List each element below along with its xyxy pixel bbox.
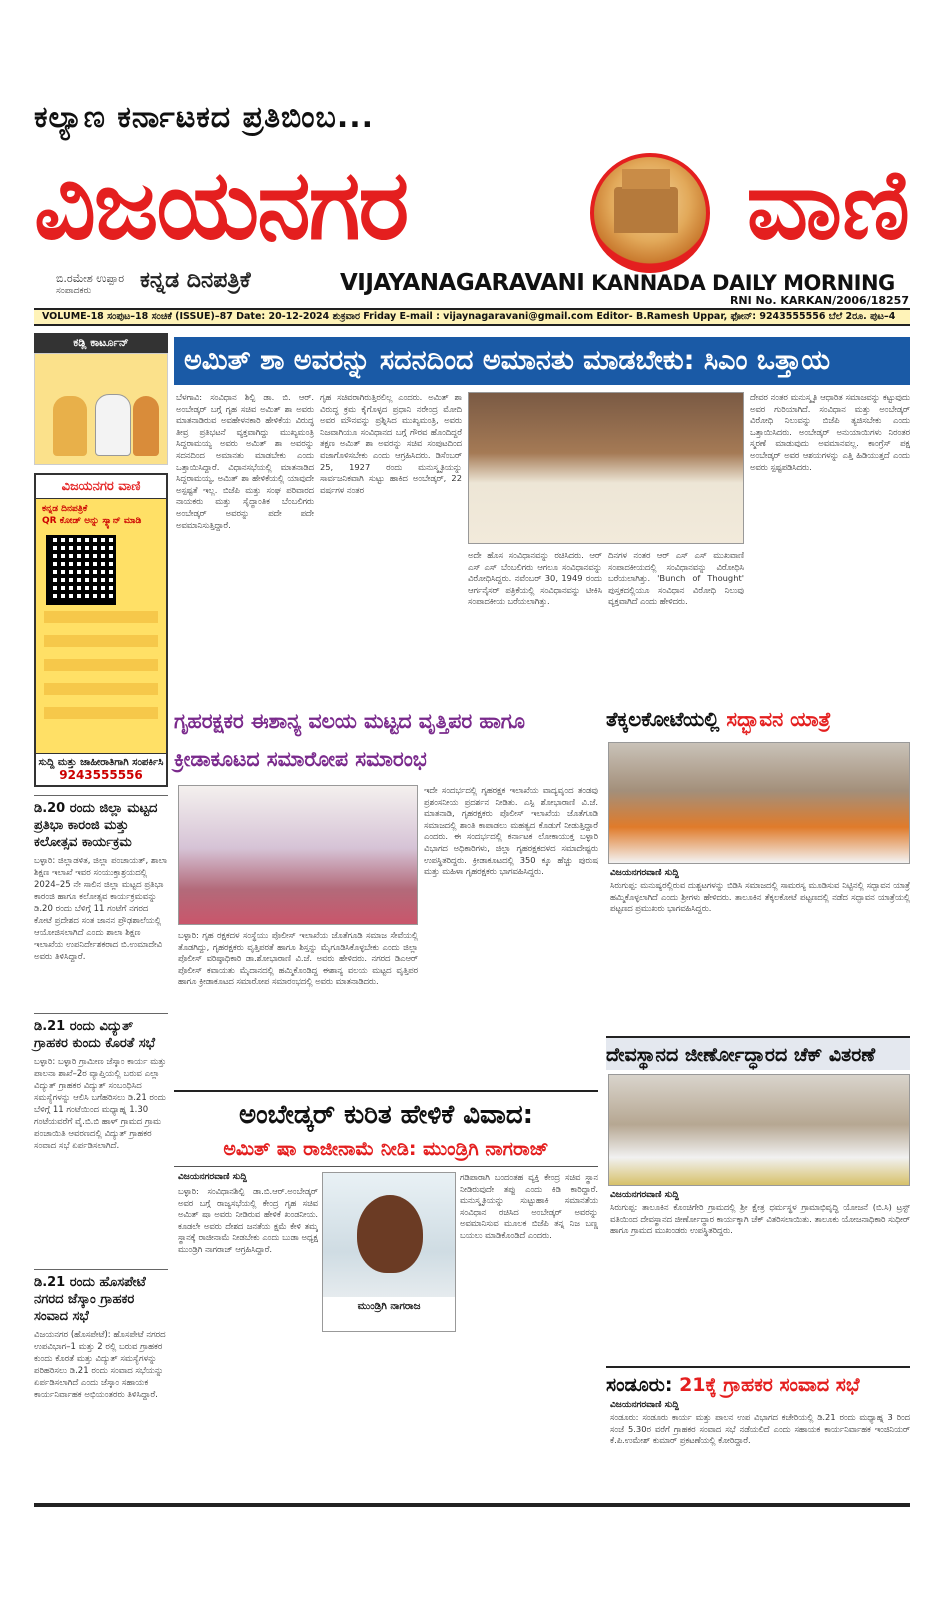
- daily-english-brand: VIJAYANAGARAVANI: [340, 270, 585, 296]
- stone-chariot-emblem-icon: [590, 153, 710, 273]
- story5-byline: ವಿಜಯನಗರವಾಣಿ ಸುದ್ದಿ: [610, 1190, 679, 1200]
- qr-promo: [34, 473, 168, 787]
- masthead-tagline: ಕಲ್ಯಾಣ ಕರ್ನಾಟಕದ ಪ್ರತಿಬಿಂಬ...: [34, 100, 375, 135]
- story2-column-right: ಇದೇ ಸಂದರ್ಭದಲ್ಲಿ ಗೃಹರಕ್ಷಕ ಇಲಾಖೆಯ ವಾದ್ಯವೃಂದ ತಂಡವು ಪ್ರಶಂಸನೀಯ ಪ್ರದರ್ಶನ ನೀಡಿತು. ಎಸ್ಪಿ ಶೋಭಾರಾಣಿ ವಿ.ಜೆ. ಮಾತನಾಡಿ, ಗೃಹರಕ್ಷಕರು ಪೊಲೀಸ್ ಇಲಾಖೆಯ ಜೊತೆಗೂಡಿ ಸಮಾಜದಲ್ಲಿ ಶಾಂತಿ ಕಾಪಾಡಲು ಮಹತ್ವದ ಕೊಡುಗೆ ನೀಡುತ್ತಿದ್ದಾರೆ ಎಂದರು. ಈ ಸಂದರ್ಭದಲ್ಲಿ ಕರ್ನಾಟಕ ಲೋಕಾಯುಕ್ತ ಬಳ್ಳಾರಿ ವಿಭಾಗದ ಅಧಿಕಾರಿಗಳು, ಜಿಲ್ಲಾ ಗೃಹರಕ್ಷಕದಳದ ಸಮಾದೇಷ್ಟರು ಉಪಸ್ಥಿತರಿದ್ದರು. ಕ್ರೀಡಾಕೂಟದಲ್ಲಿ 350 ಕ್ಕೂ ಹೆಚ್ಚು ಪುರುಷ ಮತ್ತು ಮಹಿಳಾ ಗೃಹರಕ್ಷಕರು ಭಾಗವಹಿಸಿದ್ದರು.: [424, 785, 598, 877]
- story6-byline: ವಿಜಯನಗರವಾಣಿ ಸುದ್ದಿ: [610, 1400, 679, 1410]
- story6-headline: [606, 1366, 910, 1398]
- brief-1-text: ಬಳ್ಳಾರಿ: ಜಿಲ್ಲಾಡಳಿತ, ಜಿಲ್ಲಾ ಪಂಚಾಯತ್, ಶಾಲಾ ಶಿಕ್ಷಣ ಇಲಾಖೆ ಇವರ ಸಂಯುಕ್ತಾಶ್ರಯದಲ್ಲಿ 2024–25 ನೇ ಸಾಲಿನ ಜಿಲ್ಲಾ ಮಟ್ಟದ ಪ್ರತಿಭಾ ಕಾರಂಜಿ ಹಾಗೂ ಕಲೋತ್ಸವ ಕಾರ್ಯಕ್ರಮವನ್ನು ಡಿ.20 ರಂದು ಬೆಳಿಗ್ಗೆ 11 ಗಂಟೆಗೆ ನಗರದ ಕೋಟೆ ಪ್ರದೇಶದ ಸಂತ ಜಾನನ ಪ್ರೌಢಶಾಲೆಯಲ್ಲಿ ಆಯೋಜಿಸಲಾಗಿದೆ ಎಂದು ಶಾಲಾ ಶಿಕ್ಷಣ ಇಲಾಖೆಯ ಉಪನಿರ್ದೇಶಕರಾದ ಬಿ.ಉಮಾದೇವಿ ಅವರು ತಿಳಿಸಿದ್ದಾರೆ.: [34, 856, 168, 962]
- rni-number: RNI No. KARKAN/2006/18257: [729, 294, 909, 307]
- story5-headline: ದೇವಸ್ಥಾನದ ಜೀರ್ಣೋದ್ಧಾರದ ಚೆಕ್ ವಿತರಣೆ: [606, 1036, 910, 1070]
- editor-credit: [56, 272, 124, 296]
- cheque-handover-photo-icon: [608, 1074, 910, 1186]
- daily-kannada: ಕನ್ನಡ ದಿನಪತ್ರಿಕೆ: [140, 268, 251, 293]
- editor-name: ಬಿ.ರಮೇಶ ಉಪ್ಪಾರ: [56, 272, 125, 285]
- cartoon-image: [34, 353, 168, 465]
- lead-column-1: ಬೆಳಗಾವಿ: ಸಂವಿಧಾನ ಶಿಲ್ಪಿ ಡಾ. ಬಿ. ಆರ್. ಅಂಬೇಡ್ಕರ್ ಬಗ್ಗೆ ಗೃಹ ಸಚಿವ ಅಮಿತ್ ಶಾ ಅವರು ಮಾತನಾಡಿರುವ ಅವಹೇಳನಕಾರಿ ಹೇಳಿಕೆಯ ವಿರುದ್ಧ ತೀವ್ರ ಪ್ರತಿಭಟನೆ ವ್ಯಕ್ತವಾಗಿದ್ದು ಮುಖ್ಯಮಂತ್ರಿ ಸಿದ್ದರಾಮಯ್ಯ ಅವರು ಅಮಿತ್ ಶಾ ಅವರನ್ನು ಸದನದಿಂದ ಅಮಾನತು ಮಾಡಬೇಕು ಎಂದು ಒತ್ತಾಯಿಸಿದ್ದಾರೆ. ವಿಧಾನಸಭೆಯಲ್ಲಿ ಮಾತನಾಡಿದ ಸಿದ್ದರಾಮಯ್ಯ, ಅಮಿತ್ ಶಾ ಹೇಳಿಕೆಯಲ್ಲಿ ಯಾವುದೇ ಅಸ್ಪಷ್ಟತೆ ಇಲ್ಲ. ಬಿಜೆಪಿ ಮತ್ತು ಸಂಘ ಪರಿವಾರದ ನಾಯಕರು ಮತ್ತು ಸೈದ್ಧಾಂತಿಕ ಬೆಂಬಲಿಗರು ಅಂಬೇಡ್ಕರ್ ಅವರನ್ನು ಪದೇ ಪದೇ ಅವಮಾನಿಸುತ್ತಿದ್ದಾರೆ.: [176, 392, 314, 530]
- story6-text: ಸಂಡೂರು: ಸಂಡೂರು ಕಾರ್ಯ ಮತ್ತು ಪಾಲನ ಉಪ ವಿಭಾಗದ ಕಚೇರಿಯಲ್ಲಿ ಡಿ.21 ರಂದು ಮಧ್ಯಾಹ್ನ 3 ರಿಂದ ಸಂಜೆ 5.30ರ ವರೆಗೆ ಗ್ರಾಹಕರ ಸಂವಾದ ಸಭೆ ನಡೆಯಲಿದೆ ಎಂದು ಸಹಾಯಕ ಕಾರ್ಯನಿರ್ವಾಹಕ ಇಂಜಿನಿಯರ್ ಕೆ.ಪಿ.ಉಮೇಶ್ ಕುಮಾರ್ ಪ್ರಕಟಣೆಯಲ್ಲಿ ಕೋರಿದ್ದಾರೆ.: [610, 1412, 910, 1446]
- story3-subhead: ಅಮಿತ್ ಷಾ ರಾಜೀನಾಮೆ ನೀಡಿ: ಮುಂಡ್ರಿಗಿ ನಾಗರಾಜ್: [174, 1133, 598, 1167]
- daily-english-rest: KANNADA DAILY MORNING: [591, 271, 895, 295]
- brief-2-text: ಬಳ್ಳಾರಿ: ಬಳ್ಳಾರಿ ಗ್ರಾಮೀಣ ಜೆಸ್ಕಾಂ ಕಾರ್ಯ ಮತ್ತು ಪಾಲನಾ ಶಾಖೆ–2ರ ವ್ಯಾಪ್ತಿಯಲ್ಲಿ ಬರುವ ಎಲ್ಲಾ ವಿದ್ಯುತ್ ಗ್ರಾಹಕರ ವಿದ್ಯುತ್ ಸಂಬಂಧಿಸಿದ ಸಮಸ್ಯೆಗಳನ್ನು ಆಲಿಸಿ ಬಗೆಹರಿಸಲು ಡಿ.21 ರಂದು ಬೆಳಿಗ್ಗೆ 11 ಗಂಟೆಯಿಂದ ಮಧ್ಯಾಹ್ನ 1.30 ಗಂಟೆಯವರೆಗೆ ವೈ.ಬಿ.ಬಿ ಹಾಳ್ ಗ್ರಾಮದ ಗ್ರಾಮ ಪಂಚಾಯಿತಿ ಆವರಣದಲ್ಲಿ ವಿದ್ಯುತ್ ಗ್ರಾಹಕರ ಸಂವಾದ ಸಭೆ ಏರ್ಪಡಿಸಲಾಗಿದೆ.: [34, 1057, 167, 1151]
- lead-headline: ಅಮಿತ್ ಶಾ ಅವರನ್ನು ಸದನದಿಂದ ಅಮಾನತು ಮಾಡಬೇಕು: ಸಿಎಂ ಒತ್ತಾಯ: [174, 337, 910, 385]
- story2-column-bottom: ಬಳ್ಳಾರಿ: ಗೃಹ ರಕ್ಷಕದಳ ಸಂಸ್ಥೆಯು ಪೊಲೀಸ್ ಇಲಾಖೆಯ ಜೊತೆಗೂಡಿ ಸಮಾಜ ಸೇವೆಯಲ್ಲಿ ತೊಡಗಿದ್ದು, ಗೃಹರಕ್ಷಕರು ವೃತ್ತಿಪರತೆ ಹಾಗೂ ಶಿಸ್ತನ್ನು ಮೈಗೂಡಿಸಿಕೊಳ್ಳಬೇಕು ಎಂದು ಜಿಲ್ಲಾ ಪೊಲೀಸ್ ವರಿಷ್ಠಾಧಿಕಾರಿ ಡಾ.ಶೋಭಾರಾಣಿ ವಿ.ಜೆ. ಅವರು ಹೇಳಿದರು. ನಗರದ ಡಿಎಆರ್ ಪೊಲೀಸ್ ಕವಾಯತು ಮೈದಾನದಲ್ಲಿ ಹಮ್ಮಿಕೊಂಡಿದ್ದ ಈಶಾನ್ಯ ವಲಯ ಮಟ್ಟದ ವೃತ್ತಿಪರ ಹಾಗೂ ಕ್ರೀಡಾಕೂಟದ ಸಮಾರೋಪ ಸಮಾರಂಭದಲ್ಲಿ ಅವರು ಮಾತನಾಡಿದರು.: [178, 930, 418, 987]
- award-ceremony-photo-icon: [178, 785, 418, 925]
- brief-2-title: ಡಿ.21 ರಂದು ವಿದ್ಯುತ್ ಗ್ರಾಹಕರ ಕುಂದು ಕೊರತೆ ಸಭೆ: [34, 1019, 156, 1051]
- qr-phone: 9243555556: [59, 768, 143, 782]
- masthead-title-left: ವಿಜಯನಗರ: [34, 148, 408, 261]
- qr-line1: ಕನ್ನಡ ದಿನಪತ್ರಿಕೆ: [42, 504, 88, 514]
- brief-3-text: ವಿಜಯನಗರ (ಹೊಸಪೇಟೆ): ಹೊಸಪೇಟೆ ನಗರದ ಉಪವಿಭಾಗ–1 ಮತ್ತು 2 ರಲ್ಲಿ ಬರುವ ಗ್ರಾಹಕರ ಕುಂದು ಕೊರತೆ ಮತ್ತು ವಿದ್ಯುತ್ ಸಮಸ್ಯೆಗಳನ್ನು ಪರಿಹರಿಸಲು ಡಿ.21 ರಂದು ಸಂವಾದ ಸಭೆಯನ್ನು ಏರ್ಪಡಿಸಲಾಗಿದೆ ಎಂದು ಜೆಸ್ಕಾಂ ಸಹಾಯಕ ಕಾರ್ಯನಿರ್ವಾಹಕ ಅಭಿಯಂತರರು ತಿಳಿಸಿದ್ದಾರೆ.: [34, 1330, 166, 1400]
- qr-line2: QR ಕೋಡ್ ಅನ್ನು ಸ್ಕ್ಯಾನ್ ಮಾಡಿ: [42, 516, 142, 526]
- masthead-title-right: ವಾಣಿ: [746, 148, 910, 261]
- qr-code-icon[interactable]: [46, 535, 116, 605]
- assembly-protest-photo-icon: [468, 392, 744, 544]
- brief-2: [34, 1013, 168, 1261]
- story6-headline-black: ಸಂಡೂರು:: [606, 1374, 673, 1396]
- page-bottom-rule: [34, 1503, 910, 1507]
- lead-column-3: ಅದೇ ಹೊಸ ಸಂವಿಧಾನವನ್ನು ರಚಿಸಿದರು. ಆರ್ ಎಸ್ ಎಸ್ ಬೆಂಬಲಿಗರು ಆಗಲೂ ಸಂವಿಧಾನವನ್ನು ವಿರೋಧಿಸಿದ್ದರು. ನವೆಂಬರ್ 30, 1949 ರಂದು ಆರ್ಗನೈಸರ್ ಪತ್ರಿಕೆಯಲ್ಲಿ ಸಂವಿಧಾನವನ್ನು ಟೀಕಿಸಿ ಸಂಪಾದಕೀಯ ಬರೆಯಲಾಗಿತ್ತು.: [468, 550, 602, 607]
- qr-contact-label: ಸುದ್ದಿ ಮತ್ತು ಜಾಹೀರಾತಿಗಾಗಿ ಸಂಪರ್ಕಿಸಿ: [38, 757, 164, 768]
- lead-column-2: ಗೃಹ ಸಚಿವರಾಗಿರುತ್ತಿರಲಿಲ್ಲ ಎಂದರು. ಅಮಿತ್ ಶಾ ವಿರುದ್ಧ ಕ್ರಮ ಕೈಗೊಳ್ಳದ ಪ್ರಧಾನಿ ನರೇಂದ್ರ ಮೋದಿ ಅವರ ಮೌನವನ್ನು ಪ್ರಶ್ನಿಸಿದ ಮುಖ್ಯಮಂತ್ರಿ, ಅವರು ನಿಜವಾಗಿಯೂ ಸಂವಿಧಾನದ ಬಗ್ಗೆ ಗೌರವ ಹೊಂದಿದ್ದರೆ ತಕ್ಷಣ ಅಮಿತ್ ಶಾ ಅವರನ್ನು ಸಚಿವ ಸಂಪುಟದಿಂದ ವಜಾಗೊಳಿಸಬೇಕು ಎಂದು ಆಗ್ರಹಿಸಿದರು. ಡಿಸೆಂಬರ್ 25, 1927 ರಂದು ಮನುಸ್ಮೃತಿಯನ್ನು ಸಾರ್ವಜನಿಕವಾಗಿ ಸುಟ್ಟು ಹಾಕಿದ ಅಂಬೇಡ್ಕರ್, 22 ವರ್ಷಗಳ ನಂತರ: [320, 392, 462, 495]
- lead-column-5: ದೇವರ ನಂತರ ಮನುಸ್ಮೃತಿ ಆಧಾರಿತ ಸಮಾಜವನ್ನು ಕಟ್ಟುವುದು ಅವರ ಗುರಿಯಾಗಿದೆ. ಸಂವಿಧಾನ ಮತ್ತು ಅಂಬೇಡ್ಕರ್ ವಿರೋಧಿ ನಿಲುವನ್ನು ಬಿಜೆಪಿ ತ್ಯಜಿಸಬೇಕು ಎಂದು ಒತ್ತಾಯಿಸಿದರು. ಅಂಬೇಡ್ಕರ್ ಅನುಯಾಯಿಗಳು ನಿರಂತರ ಸ್ಮರಣೆ ಮಾಡುವುದು ಅವಮಾನವಲ್ಲ. ಕಾಂಗ್ರೆಸ್ ಪಕ್ಷ ಅಂಬೇಡ್ಕರ್ ಅವರ ಆಶಯಗಳನ್ನು ಎತ್ತಿ ಹಿಡಿಯುತ್ತದೆ ಎಂದು ಅವರು ಸ್ಪಷ್ಟಪಡಿಸಿದರು.: [750, 392, 910, 472]
- portrait-photo-icon: [322, 1172, 456, 1332]
- procession-photo-icon: [608, 742, 910, 864]
- masthead: [34, 145, 910, 265]
- brief-3-title: ಡಿ.21 ರಂದು ಹೊಸಪೇಟೆ ನಗರದ ಜೆಸ್ಕಾಂ ಗ್ರಾಹಕರ ಸಂವಾದ ಸಭೆ: [34, 1275, 146, 1324]
- cartoon-figure-icon: [53, 396, 87, 456]
- brief-3: [34, 1269, 168, 1479]
- story3-column-2: ಗಡಿಪಾರಾಗಿ ಬಂದಂತಹ ವ್ಯಕ್ತಿ ಕೇಂದ್ರ ಸಚಿವ ಸ್ಥಾನ ನೀಡಿರುವುದೇ ತಪ್ಪು ಎಂದು ಕಿಡಿ ಕಾರಿದ್ದಾರೆ. ಮನುಸ್ಮೃತಿಯನ್ನು ಸುಟ್ಟುಹಾಕಿ ಸಮಾನತೆಯ ಸಂವಿಧಾನ ರಚಿಸಿದ ಅಂಬೇಡ್ಕರ್ ಅವರನ್ನು ಅವಮಾನಿಸುವ ಮೂಲಕ ಬಿಜೆಪಿ ತನ್ನ ನಿಜ ಬಣ್ಣ ಬಯಲು ಮಾಡಿಕೊಂಡಿದೆ ಎಂದರು.: [460, 1172, 598, 1240]
- info-bar: VOLUME-18 ಸಂಪುಟ–18 ಸಂಚಿಕೆ (ISSUE)–87 Date: 20-12-2024 ಶುಕ್ರವಾರ Friday E-mail : vijaynagaravani@gmail.com Editor- B.Ramesh Uppar, ಫೋನ್: 9243555556 ಬೆಲೆ 2ರೂ. ಪುಟ–4: [34, 308, 910, 326]
- story3-headline: ಅಂಬೇಡ್ಕರ್ ಕುರಿತ ಹೇಳಿಕೆ ವಿವಾದ:: [174, 1090, 598, 1138]
- story4-headline: [606, 702, 910, 736]
- story5-text: ಸಿರುಗುಪ್ಪ: ತಾಲೂಕಿನ ಕೊಂಚಿಗೇರಿ ಗ್ರಾಮದಲ್ಲಿ ಶ್ರೀ ಕ್ಷೇತ್ರ ಧರ್ಮಸ್ಥಳ ಗ್ರಾಮಾಭಿವೃದ್ಧಿ ಯೋಜನೆ (ಬಿ.ಸಿ) ಟ್ರಸ್ಟ್ ವತಿಯಿಂದ ದೇವಸ್ಥಾನದ ಜೀರ್ಣೋದ್ಧಾರ ಕಾರ್ಯಕ್ಕಾಗಿ ಚೆಕ್ ವಿತರಿಸಲಾಯಿತು. ತಾಲೂಕು ಯೋಜನಾಧಿಕಾರಿ ಸುಧೀರ್ ಹಾಗೂ ಗ್ರಾಮದ ಮುಖಂಡರು ಉಪಸ್ಥಿತರಿದ್ದರು.: [610, 1202, 910, 1236]
- qr-title: ವಿಜಯನಗರ ವಾಣಿ: [36, 475, 166, 499]
- cartoon-figure-icon: [133, 396, 159, 456]
- story3-column-1: ಬಳ್ಳಾರಿ: ಸಂವಿಧಾನಶಿಲ್ಪಿ ಡಾ.ಬಿ.ಆರ್.ಅಂಬೇಡ್ಕರ್ ಅವರ ಬಗ್ಗೆ ರಾಜ್ಯಸಭೆಯಲ್ಲಿ ಕೇಂದ್ರ ಗೃಹ ಸಚಿವ ಅಮಿತ್ ಷಾ ಅವರು ನೀಡಿರುವ ಹೇಳಿಕೆ ಖಂಡನೀಯ. ಕೂಡಲೇ ಅವರು ದೇಶದ ಜನತೆಯ ಕ್ಷಮೆ ಕೇಳಿ ತಮ್ಮ ಸ್ಥಾನಕ್ಕೆ ರಾಜೀನಾಮೆ ನೀಡಬೇಕು ಎಂದು ಬುಡಾ ಅಧ್ಯಕ್ಷ ಮುಂಡ್ರಿಗಿ ನಾಗರಾಜ್ ಆಗ್ರಹಿಸಿದ್ದಾರೆ.: [178, 1186, 318, 1254]
- story2-headline: ಗೃಹರಕ್ಷಕರ ಈಶಾನ್ಯ ವಲಯ ಮಟ್ಟದ ವೃತ್ತಿಪರ ಹಾಗೂ ಕ್ರೀಡಾಕೂಟದ ಸಮಾರೋಪ ಸಮಾರಂಭ: [174, 709, 525, 771]
- story4-headline-red: ಸದ್ಭಾವನ ಯಾತ್ರೆ: [726, 707, 831, 731]
- story3-byline: ವಿಜಯನಗರವಾಣಿ ಸುದ್ದಿ: [178, 1172, 247, 1182]
- brief-1-title: ಡಿ.20 ರಂದು ಜಿಲ್ಲಾ ಮಟ್ಟದ ಪ್ರತಿಭಾ ಕಾರಂಜಿ ಮತ್ತು ಕಲೋತ್ಸವ ಕಾರ್ಯಕ್ರಮ: [34, 801, 158, 850]
- daily-english: [340, 270, 895, 296]
- cartoon-figure-icon: [95, 394, 131, 456]
- left-sidebar: [34, 333, 168, 1503]
- editor-role: ಸಂಪಾದಕರು: [56, 286, 92, 296]
- cartoon-title: ಕಡ್ಲಿ ಕಾರ್ಟೂನ್: [34, 333, 168, 353]
- brief-1: [34, 795, 168, 1005]
- story4-byline: ವಿಜಯನಗರವಾಣಿ ಸುದ್ದಿ: [610, 868, 679, 878]
- portrait-face-icon: [357, 1195, 423, 1273]
- lead-column-4: ದಿನಗಳ ನಂತರ ಆರ್ ಎಸ್ ಎಸ್ ಮುಖವಾಣಿ ಸಂಪಾದಕೀಯದಲ್ಲಿ ಸಂವಿಧಾನವನ್ನು ವಿರೋಧಿಸಿ ಬರೆಯಲಾಗಿತ್ತು. 'Bunch of Thought' ಪುಸ್ತಕದಲ್ಲಿಯೂ ಸಂವಿಧಾನ ವಿರೋಧಿ ನಿಲುವು ವ್ಯಕ್ತವಾಗಿದೆ ಎಂದು ಹೇಳಿದರು.: [608, 550, 744, 607]
- story6-headline-red: 21ಕ್ಕೆ ಗ್ರಾಹಕರ ಸಂವಾದ ಸಭೆ: [679, 1374, 860, 1396]
- qr-contact: [36, 753, 166, 785]
- story4-text: ಸಿರುಗುಪ್ಪ: ಮನುಷ್ಯರಲ್ಲಿರುವ ದುಶ್ಚಟಗಳನ್ನು ಬಿಡಿಸಿ ಸಮಾಜದಲ್ಲಿ ಸಾಮರಸ್ಯ ಮೂಡಿಸುವ ನಿಟ್ಟಿನಲ್ಲಿ ಸದ್ಭಾವನ ಯಾತ್ರೆ ಹಮ್ಮಿಕೊಳ್ಳಲಾಗಿದೆ ಎಂದು ಶ್ರೀಗಳು ಹೇಳಿದರು. ತಾಲೂಕಿನ ತೆಕ್ಕಲಕೋಟೆ ಪಟ್ಟಣದಲ್ಲಿ ನಡೆದ ಸದ್ಭಾವನ ಯಾತ್ರೆಯಲ್ಲಿ ಪಟ್ಟಣದ ಪ್ರಮುಖರು ಭಾಗವಹಿಸಿದ್ದರು.: [610, 880, 910, 914]
- portrait-caption: ಮುಂಡ್ರಿಗಿ ನಾಗರಾಜ: [323, 1297, 455, 1331]
- qr-social-links: [44, 611, 158, 731]
- story4-headline-black: ತೆಕ್ಕಲಕೋಟೆಯಲ್ಲಿ: [606, 707, 720, 731]
